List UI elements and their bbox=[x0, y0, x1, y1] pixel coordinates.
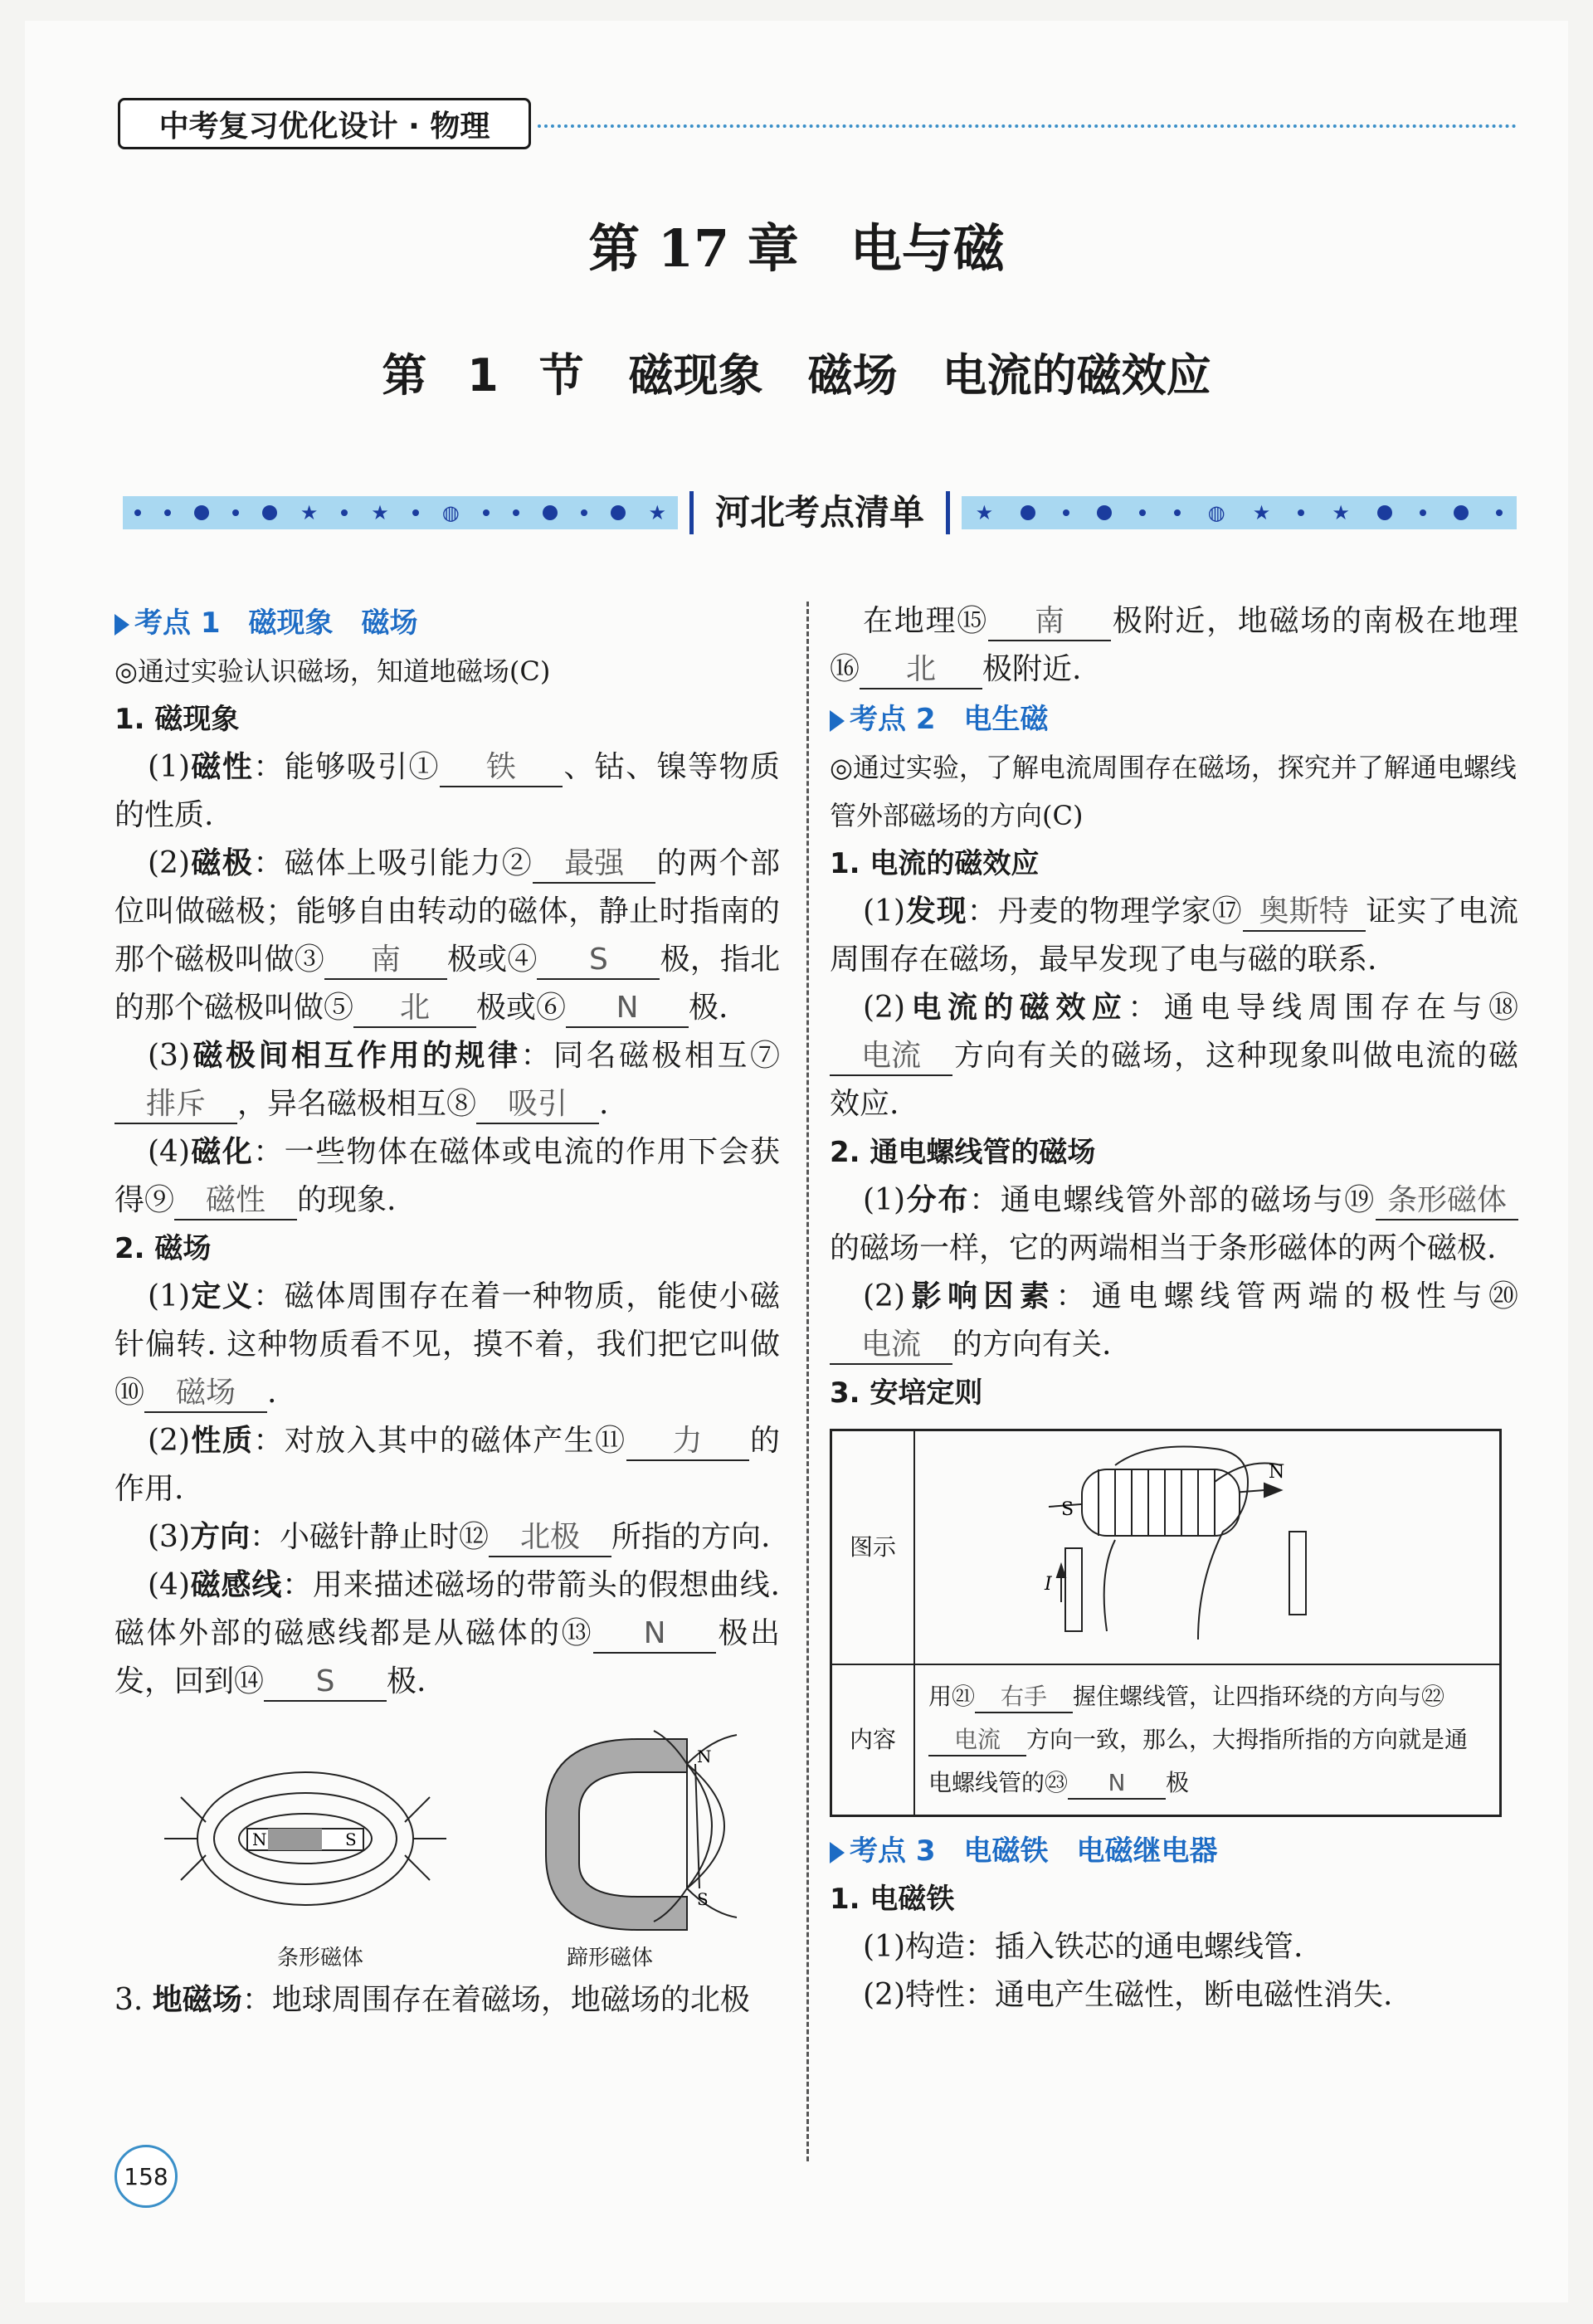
page-number: 158 bbox=[114, 2145, 178, 2208]
section-title: 第 1 节 磁现象 磁场 电流的磁效应 bbox=[382, 349, 1211, 402]
s1-title: 1. 磁现象 bbox=[114, 703, 240, 736]
u-magnet-label: 蹄形磁体 bbox=[567, 1946, 654, 1971]
feature-item: (2)特性：通电产生磁性，断电磁性消失. bbox=[863, 1978, 1393, 2012]
rule-item: (3)磁极间相互作用的规律：同名磁极相互⑦排斥 ，异名磁极相互⑧ 吸引 . bbox=[114, 1032, 780, 1128]
answer-blank: 北 bbox=[353, 990, 476, 1028]
poles-item: (2)磁极：磁体上吸引能力② 最强 的两个部位叫做磁极；能够自由转动的磁体，静止时指南的那个磁极叫做③ 南 极或④ S 极，指北的那个磁极叫做⑤ 北 极或⑥ N 极. bbox=[114, 840, 780, 1032]
structure-item: (1)构造：插入铁芯的通电螺线管. bbox=[863, 1930, 1303, 1964]
table-label-figure: 图示 bbox=[831, 1430, 915, 1665]
svg-text:N: N bbox=[1269, 1462, 1285, 1483]
section-banner bbox=[123, 491, 1517, 534]
magnetize-item: (4)磁化：一些物体在磁体或电流的作用下会获得⑨ 磁性 的现象. bbox=[114, 1128, 780, 1225]
answer-blank: 北极 bbox=[489, 1519, 611, 1557]
answer-blank: 电流 bbox=[928, 1725, 1026, 1756]
answer-blank: 条形磁体 bbox=[1376, 1182, 1518, 1220]
magnetism-item: (1)磁性：能够吸引① 铁 、钴、镍等物质的性质. bbox=[114, 750, 780, 832]
answer-blank: N bbox=[566, 990, 689, 1028]
svg-text:N: N bbox=[697, 1747, 712, 1766]
direction-item: (3)方向：小磁针静止时⑫ 北极 所指的方向. bbox=[114, 1513, 780, 1562]
triangle-icon bbox=[114, 614, 129, 636]
svg-text:S: S bbox=[1061, 1499, 1074, 1520]
kp1-requirement: ◎通过实验认识磁场，知道地磁场(C) bbox=[114, 655, 551, 687]
magnet-field-lines-illustration bbox=[114, 1714, 778, 1938]
geomagnetic-continued: 在地理⑮ 南 极附近，地磁场的南极在地理⑯ 北 极附近. bbox=[830, 597, 1518, 694]
answer-blank: 排斥 bbox=[114, 1086, 237, 1124]
table-label-content: 内容 bbox=[831, 1664, 915, 1816]
answer-blank: 电流 bbox=[830, 1038, 952, 1076]
answer-blank: N bbox=[1068, 1768, 1166, 1800]
right-hand-figure bbox=[914, 1430, 1501, 1665]
answer-blank: S bbox=[537, 942, 660, 980]
distribution-item: (1)分布：通电螺线管外部的磁场与⑲ 条形磁体的磁场一样，它的两端相当于条形磁体的两个磁极. bbox=[830, 1177, 1518, 1273]
geomagnetic-item: 3. 地磁场：地球周围存在着磁场，地磁场的北极 bbox=[114, 1983, 750, 2017]
right-hand-rule-illustration bbox=[916, 1432, 1497, 1648]
kp1-heading: 考点 1 磁现象 磁场 bbox=[114, 599, 780, 647]
answer-blank: 右手 bbox=[975, 1682, 1073, 1713]
answer-blank: 北 bbox=[860, 651, 982, 689]
kp3-heading: 考点 3 电磁铁 电磁继电器 bbox=[830, 1827, 1518, 1875]
definition-item: (1)定义：磁体周围存在着一种物质，能使小磁针偏转. 这种物质看不见，摸不着，我们把它叫做⑩ 磁场 . bbox=[114, 1273, 780, 1417]
answer-blank: 磁场 bbox=[144, 1375, 267, 1413]
factor-item: (2)影响因素：通电螺线管两端的极性与⑳电流 的方向有关. bbox=[830, 1273, 1518, 1369]
svg-text:N: N bbox=[252, 1829, 267, 1849]
answer-blank: 最强 bbox=[533, 845, 655, 884]
chapter-title: 第 17 章 电与磁 bbox=[588, 218, 1005, 279]
answer-blank: 力 bbox=[626, 1423, 749, 1461]
right-column bbox=[830, 597, 1518, 2019]
answer-blank: N bbox=[593, 1615, 716, 1654]
magnet-figures bbox=[114, 1714, 780, 1971]
answer-blank: 奥斯特 bbox=[1243, 894, 1366, 932]
property-item: (2)性质：对放入其中的磁体产生⑪ 力 的作用. bbox=[114, 1424, 780, 1506]
answer-blank: 磁性 bbox=[174, 1182, 297, 1220]
r-s4-title: 1. 电磁铁 bbox=[830, 1883, 955, 1916]
kp2-heading: 考点 2 电生磁 bbox=[830, 695, 1518, 743]
discovery-item: (1)发现：丹麦的物理学家⑰ 奥斯特 证实了电流周围存在磁场，最早发现了电与磁的联系. bbox=[830, 894, 1518, 977]
banner-decoration-right: ★ ◍ ★ ★ bbox=[962, 496, 1517, 529]
field-lines-item: (4)磁感线：用来描述磁场的带箭头的假想曲线. 磁体外部的磁感线都是从磁体的⑬ N 极出发，回到⑭ S 极. bbox=[114, 1562, 780, 1706]
answer-blank: 南 bbox=[324, 942, 447, 980]
book-header-tab: 中考复习优化设计 · 物理 bbox=[118, 98, 531, 149]
answer-blank: 南 bbox=[988, 603, 1111, 641]
answer-blank: 铁 bbox=[440, 749, 563, 787]
column-divider bbox=[806, 602, 809, 2161]
left-column bbox=[114, 597, 780, 2024]
r-s3-title: 3. 安培定则 bbox=[830, 1376, 983, 1410]
answer-blank: 吸引 bbox=[476, 1086, 599, 1124]
r-s2-title: 2. 通电螺线管的磁场 bbox=[830, 1136, 1096, 1169]
header-dotted-line bbox=[538, 124, 1517, 128]
ampere-rule-content: 用㉑ 右手 握住螺线管，让四指环绕的方向与㉒电流 方向一致，那么，大拇指所指的方向就是通电螺线管的㉓ N 极 bbox=[914, 1664, 1501, 1816]
triangle-icon bbox=[830, 1842, 845, 1864]
svg-text:S: S bbox=[697, 1889, 709, 1909]
kp2-requirement: ◎通过实验，了解电流周围存在磁场，探究并了解通电螺线管外部磁场的方向(C) bbox=[830, 752, 1517, 831]
s2-title: 2. 磁场 bbox=[114, 1232, 212, 1265]
bar-magnet-label: 条形磁体 bbox=[277, 1946, 364, 1971]
answer-blank: S bbox=[264, 1664, 387, 1702]
banner-decoration-left: ★ ★ ◍ ★ bbox=[123, 496, 678, 529]
answer-blank: 电流 bbox=[830, 1327, 952, 1365]
ampere-rule-table bbox=[830, 1429, 1502, 1817]
effect-item: (2)电流的磁效应：通电导线周围存在与⑱电流 方向有关的磁场，这种现象叫做电流的磁效应. bbox=[830, 991, 1518, 1121]
r-s1-title: 1. 电流的磁效应 bbox=[830, 847, 1040, 880]
svg-text:S: S bbox=[345, 1829, 357, 1849]
triangle-icon bbox=[830, 710, 845, 732]
bar-magnet bbox=[164, 1772, 446, 1905]
banner-label: 河北考点清单 bbox=[689, 491, 950, 534]
svg-text:I: I bbox=[1045, 1574, 1052, 1595]
